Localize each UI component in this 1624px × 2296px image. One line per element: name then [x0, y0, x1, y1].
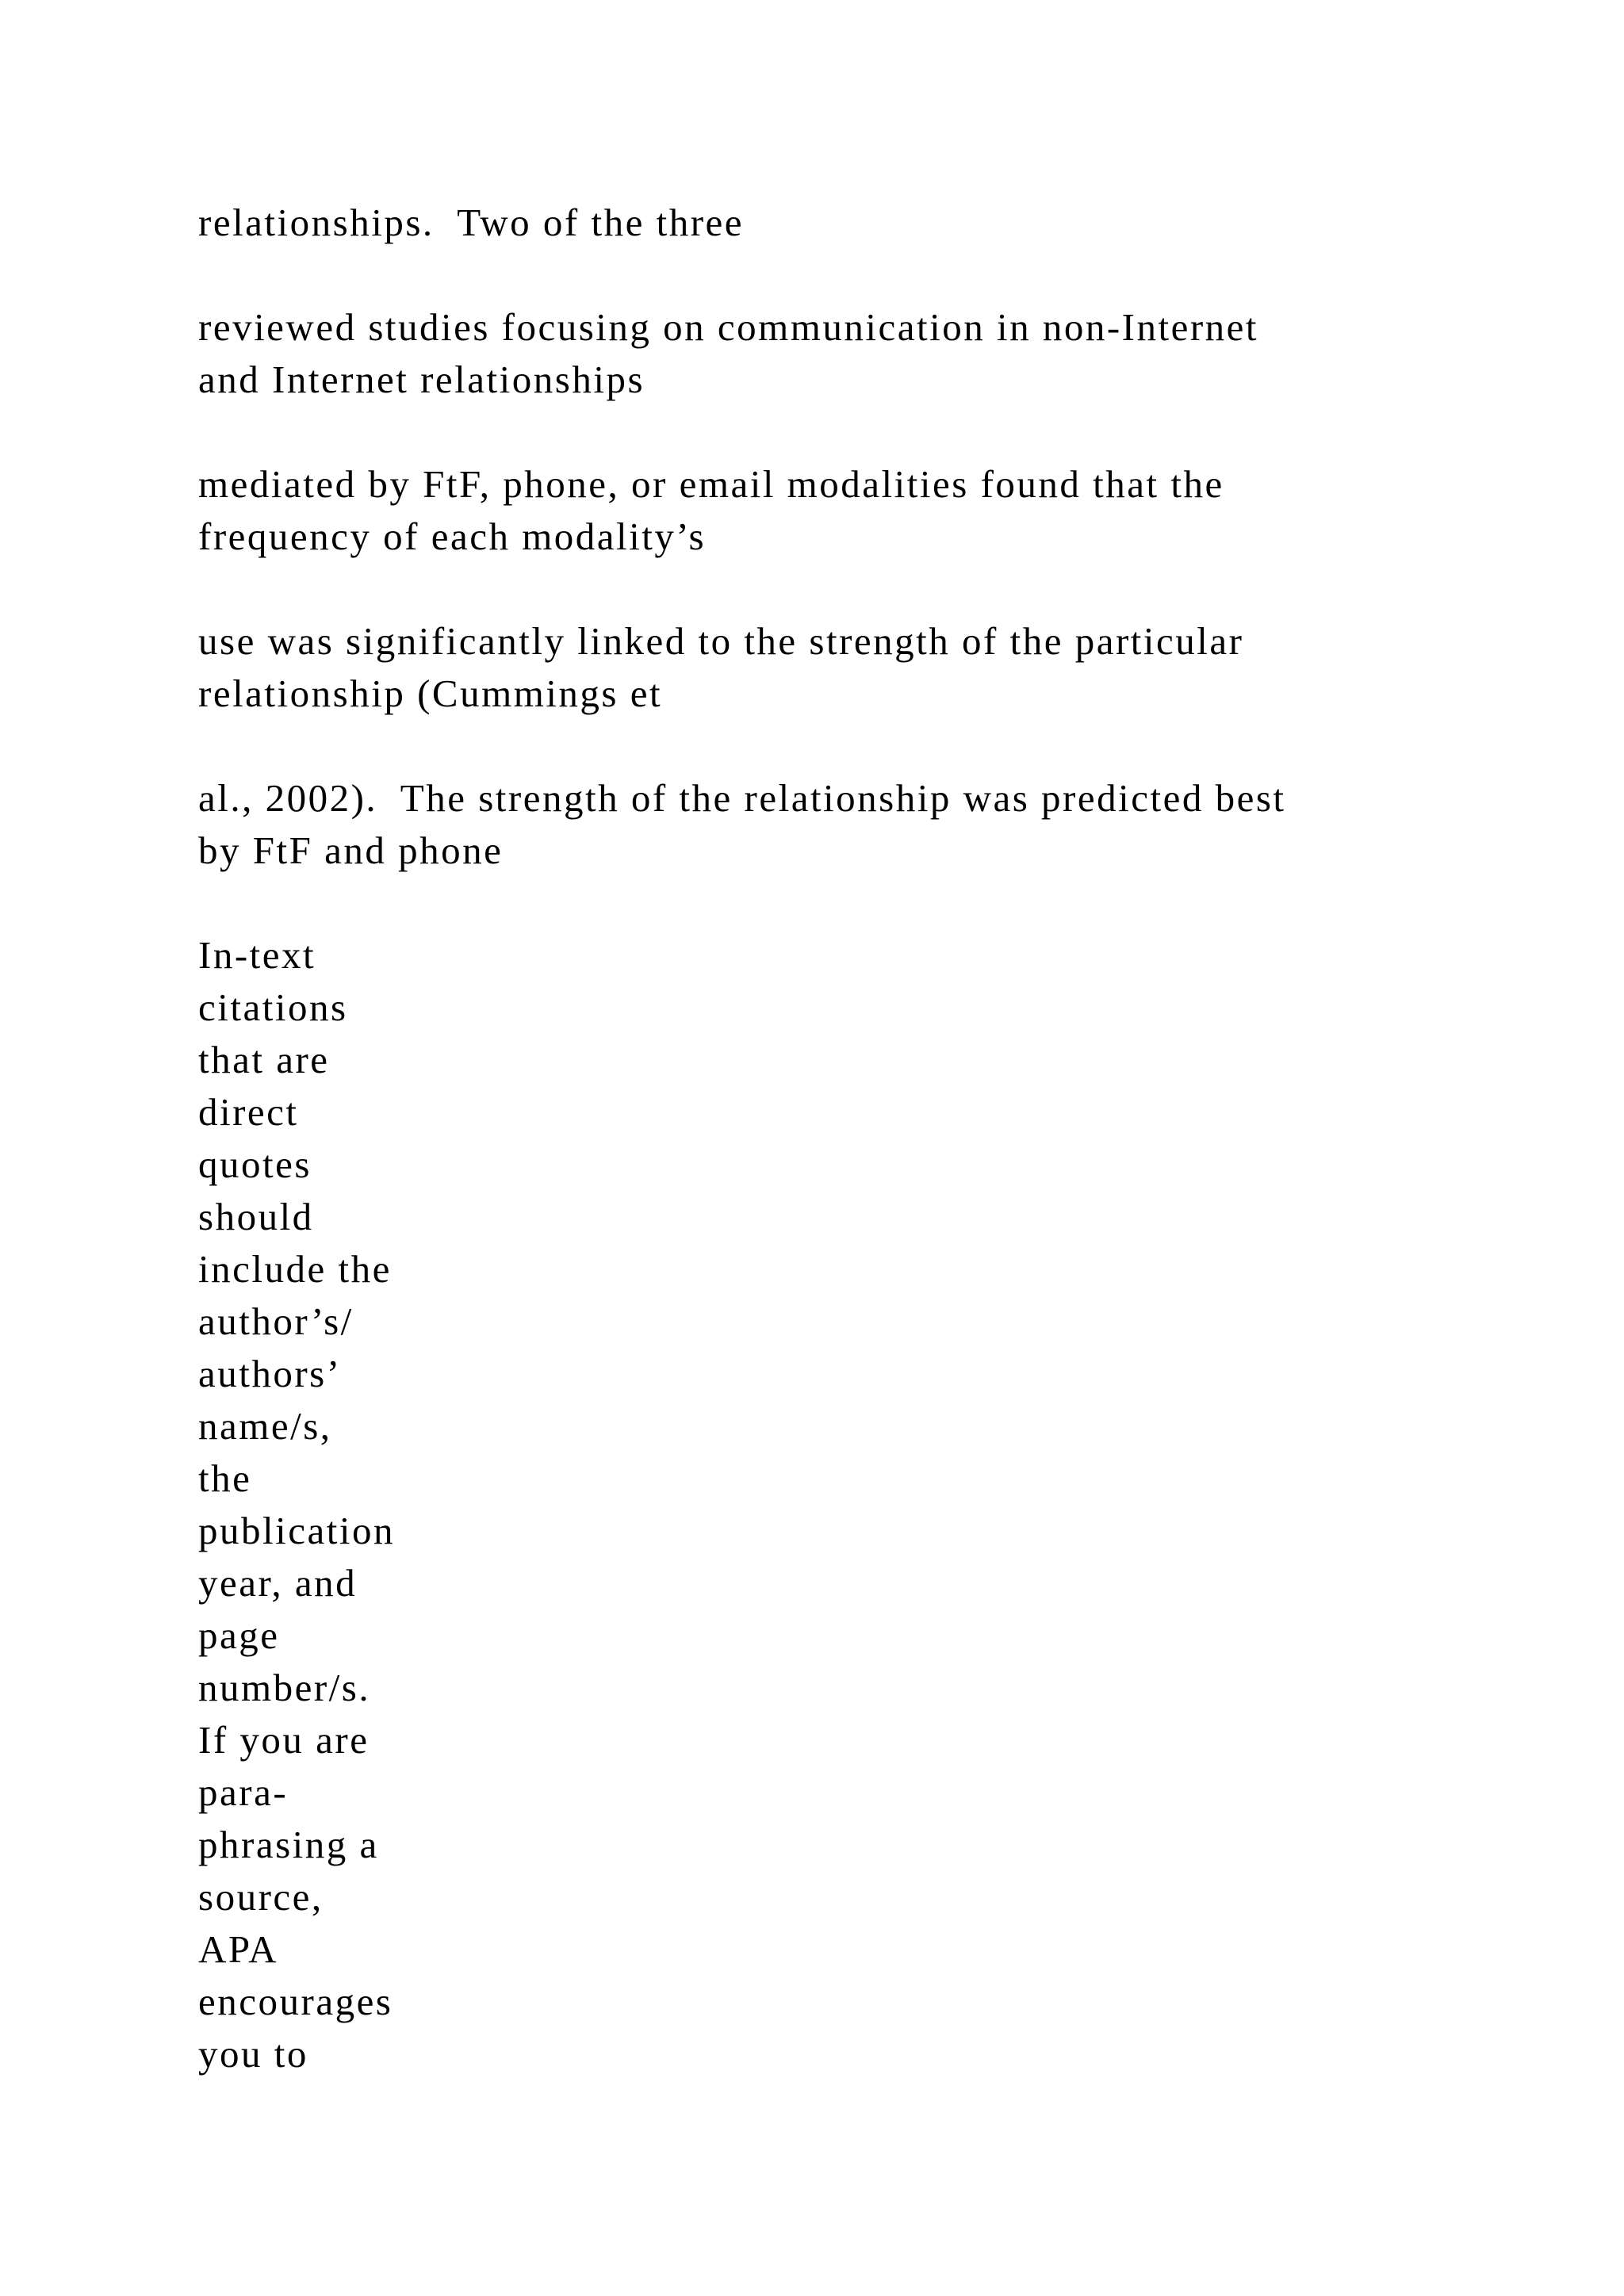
paragraph-4: [198, 615, 1467, 720]
text-line: use was significantly linked to the strength of the particular: [198, 619, 1244, 663]
sidenote-line: should: [198, 1195, 314, 1238]
text-line: reviewed studies focusing on communication in non-Internet: [198, 305, 1259, 349]
sidenote-line: phrasing a: [198, 1823, 379, 1866]
sidenote-line: you to: [198, 2032, 308, 2076]
sidenote-line: author’s/: [198, 1299, 354, 1343]
text-line: by FtF and phone: [198, 828, 504, 872]
paragraph-1: [198, 197, 1467, 249]
sidenote-line: page: [198, 1613, 280, 1657]
sidenote-line: number/s.: [198, 1666, 371, 1709]
sidenote-line: include the: [198, 1247, 392, 1291]
sidenote-line: APA: [198, 1927, 279, 1971]
paragraph-3: [198, 458, 1467, 563]
document-body: [198, 197, 1467, 2080]
citation-sidenote: [198, 929, 1467, 2080]
sidenote-line: para-: [198, 1770, 289, 1814]
sidenote-line: authors’: [198, 1352, 342, 1395]
paragraph-2: [198, 301, 1467, 406]
paragraph-5: [198, 772, 1467, 877]
sidenote-line: publication: [198, 1509, 395, 1552]
sidenote-line: year, and: [198, 1561, 358, 1605]
sidenote-line: citations: [198, 985, 348, 1029]
text-line: and Internet relationships: [198, 358, 645, 401]
sidenote-line: direct: [198, 1090, 299, 1134]
sidenote-line: quotes: [198, 1142, 312, 1186]
sidenote-line: the: [198, 1456, 252, 1500]
sidenote-line: If you are: [198, 1718, 370, 1762]
sidenote-line: In-text: [198, 933, 316, 977]
sidenote-line: that are: [198, 1038, 330, 1081]
sidenote-line: name/s,: [198, 1404, 332, 1448]
sidenote-line: encourages: [198, 1980, 393, 2023]
text-line: relationships. Two of the three: [198, 201, 745, 244]
sidenote-line: source,: [198, 1875, 324, 1919]
text-line: frequency of each modality’s: [198, 515, 707, 558]
text-line: relationship (Cummings et: [198, 672, 663, 715]
text-line: mediated by FtF, phone, or email modalities found that the: [198, 462, 1224, 506]
text-line: al., 2002). The strength of the relationship was predicted best: [198, 776, 1286, 820]
